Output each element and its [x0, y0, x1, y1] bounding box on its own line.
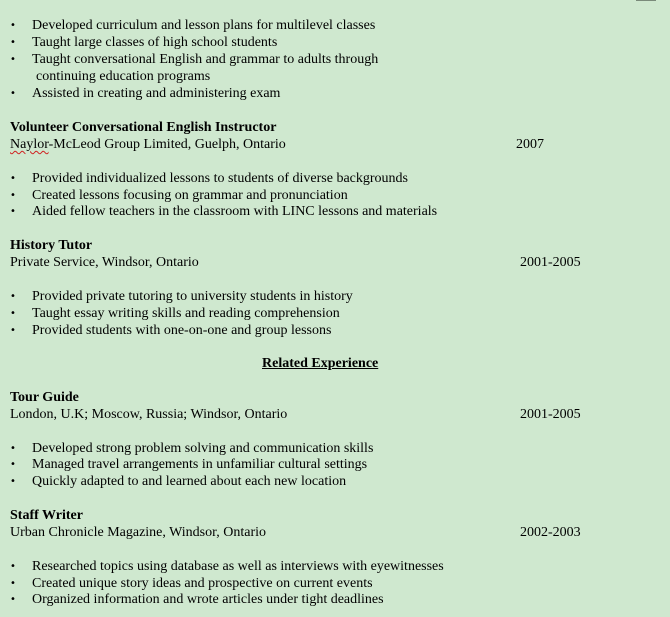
list-item — [0, 305, 670, 322]
bullet-icon: • — [10, 459, 16, 470]
list-item-text: Organized information and wrote articles under tight deadlines — [32, 592, 384, 607]
list-item — [0, 85, 670, 102]
bullet-icon: • — [10, 476, 16, 487]
job-organization — [10, 136, 286, 153]
bullet-icon: • — [10, 206, 16, 217]
list-item-text: Researched topics using database as well as interviews with eyewitnesses — [32, 559, 444, 574]
list-item — [0, 17, 670, 34]
job-org-row — [0, 524, 670, 541]
list-item-text: Provided private tutoring to university students in history — [32, 289, 353, 304]
list-item — [0, 322, 670, 339]
spellcheck-word: Naylor — [10, 137, 49, 152]
job-title: History Tutor — [10, 238, 93, 253]
bullet-icon: • — [10, 561, 16, 572]
list-item-text: Taught essay writing skills and reading comprehension — [32, 306, 340, 321]
list-item — [0, 440, 670, 457]
job-org-row — [0, 254, 670, 271]
list-item — [0, 34, 670, 51]
job-title: Staff Writer — [10, 508, 83, 523]
job-title-row — [0, 237, 670, 254]
list-item — [0, 288, 670, 305]
list-item-text: Quickly adapted to and learned about each new location — [32, 474, 347, 489]
list-item — [0, 558, 670, 575]
job-title-row — [0, 389, 670, 406]
page-edge-line — [636, 0, 656, 1]
list-item-text: continuing education programs — [36, 69, 211, 84]
job-title-row — [0, 507, 670, 524]
list-item-text: Created lessons focusing on grammar and pronunciation — [32, 188, 348, 203]
list-item-text: Provided individualized lessons to students of diverse backgrounds — [32, 171, 408, 186]
bullet-icon: • — [10, 54, 16, 65]
job-title-row — [0, 119, 670, 136]
list-item-text: Managed travel arrangements in unfamiliar cultural settings — [32, 457, 368, 472]
list-item-text: Aided fellow teachers in the classroom with LINC lessons and materials — [32, 204, 438, 219]
bullet-icon: • — [10, 291, 16, 302]
list-item-text: Developed curriculum and lesson plans for multilevel classes — [32, 18, 376, 33]
bullet-icon: • — [10, 88, 16, 99]
list-item-text: Provided students with one-on-one and group lessons — [32, 323, 332, 338]
bullet-icon: • — [10, 308, 16, 319]
job-organization-rest: -McLeod Group Limited, Guelph, Ontario — [48, 137, 286, 152]
list-item — [0, 170, 670, 187]
list-item — [0, 591, 670, 608]
list-item-continuation — [0, 68, 670, 85]
list-item — [0, 575, 670, 592]
bullet-icon: • — [10, 578, 16, 589]
bullet-icon: • — [10, 190, 16, 201]
bullet-icon: • — [10, 20, 16, 31]
list-item — [0, 473, 670, 490]
list-item-text: Assisted in creating and administering exam — [32, 86, 281, 101]
bullet-icon: • — [10, 325, 16, 336]
job-years: 2007 — [516, 137, 544, 152]
section-heading-row — [0, 355, 670, 372]
job-years: 2002-2003 — [520, 525, 581, 540]
list-item-text: Taught large classes of high school students — [32, 35, 278, 50]
job-org-row — [0, 406, 670, 423]
list-item-text: Taught conversational English and grammar to adults through — [32, 52, 379, 67]
job-organization: London, U.K; Moscow, Russia; Windsor, Ontario — [10, 407, 288, 422]
bullet-icon: • — [10, 173, 16, 184]
list-item — [0, 51, 670, 68]
job-years: 2001-2005 — [520, 255, 581, 270]
job-org-row — [0, 136, 670, 153]
section-heading: Related Experience — [262, 356, 379, 371]
bullet-icon: • — [10, 443, 16, 454]
job-title: Volunteer Conversational English Instructor — [10, 120, 277, 135]
list-item — [0, 456, 670, 473]
list-item-text: Developed strong problem solving and communication skills — [32, 441, 374, 456]
job-organization: Urban Chronicle Magazine, Windsor, Ontario — [10, 525, 266, 540]
job-organization: Private Service, Windsor, Ontario — [10, 255, 199, 270]
job-title: Tour Guide — [10, 390, 79, 405]
bullet-icon: • — [10, 37, 16, 48]
list-item-text: Created unique story ideas and prospective on current events — [32, 576, 373, 591]
list-item — [0, 203, 670, 220]
job-years: 2001-2005 — [520, 407, 581, 422]
list-item — [0, 187, 670, 204]
bullet-icon: • — [10, 594, 16, 605]
